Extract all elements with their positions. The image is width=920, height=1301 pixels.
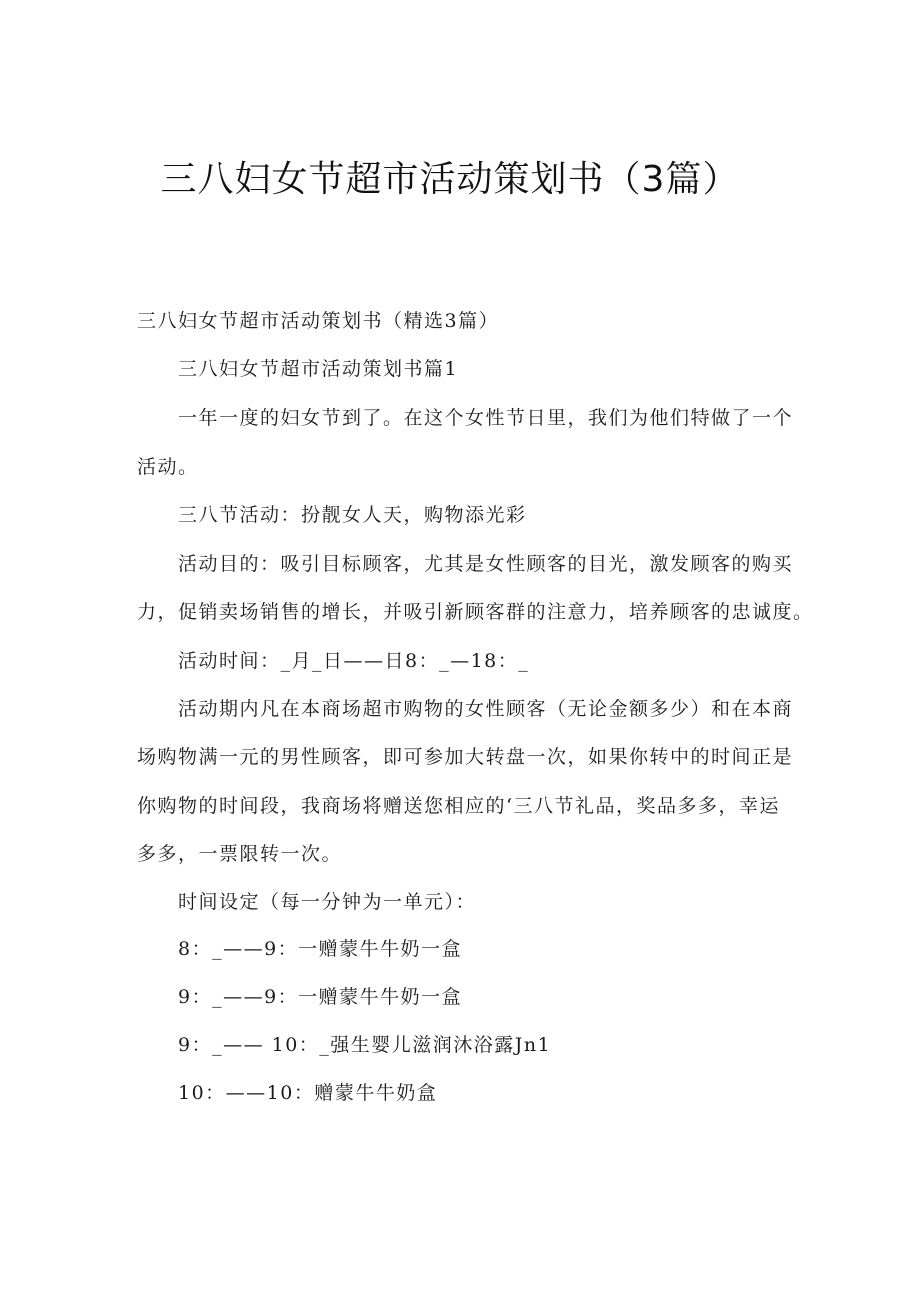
paragraph-line: 活动目的：吸引目标顾客，尤其是女性顾客的目光，激发顾客的购买 <box>178 553 794 575</box>
section-heading: 三八妇女节超市活动策划书篇1 <box>178 358 459 380</box>
schedule-line: 10：——10：赠蒙牛牛奶盒 <box>178 1082 438 1104</box>
paragraph-line: 场购物满一元的男性顾客，即可参加大转盘一次，如果你转中的时间正是 <box>137 746 794 768</box>
paragraph-line: 活动。 <box>137 456 199 478</box>
paragraph-line: 活动期内凡在本商场超市购物的女性顾客（无论金额多少）和在本商 <box>178 698 794 720</box>
schedule-line: 8：_——9：一赠蒙牛牛奶一盒 <box>178 938 463 960</box>
subtitle-line: 三八妇女节超市活动策划书（精选3篇） <box>137 310 500 332</box>
paragraph-line: 活动时间：_月_日——日8：_—18：_ <box>178 650 530 672</box>
paragraph-line: 你购物的时间段，我商场将赠送您相应的‘三八节礼品，奖品多多，幸运 <box>137 795 781 817</box>
paragraph-line: 多多，一票限转一次。 <box>137 843 343 865</box>
paragraph-line: 一年一度的妇女节到了。在这个女性节日里，我们为他们特做了一个 <box>178 407 794 429</box>
paragraph-line: 力，促销卖场销售的增长，并吸引新顾客群的注意力，培养顾客的忠诚度。 <box>137 601 814 623</box>
schedule-line: 9：_—— 10：_强生婴儿滋润沐浴露Jn1 <box>178 1034 552 1056</box>
document-title: 三八妇女节超市活动策划书（3篇） <box>160 159 740 200</box>
schedule-line: 9：_——9：一赠蒙牛牛奶一盒 <box>178 986 463 1008</box>
paragraph-line: 三八节活动：扮靓女人天，购物添光彩 <box>178 504 527 526</box>
paragraph-line: 时间设定（每一分钟为一单元）： <box>178 891 477 913</box>
